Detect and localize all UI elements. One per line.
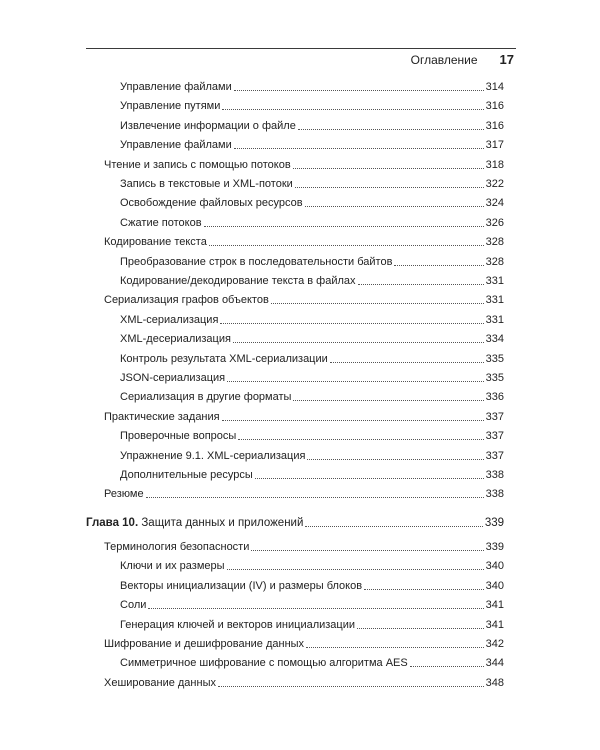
dot-leader: [255, 478, 484, 479]
toc-entry-title: JSON-сериализация: [120, 372, 226, 384]
dot-leader: [271, 303, 484, 304]
toc-entry-title: Контроль результата XML-сериализации: [120, 352, 328, 365]
dot-leader: [295, 187, 484, 188]
running-head: [411, 52, 514, 67]
toc-entry[interactable]: [120, 311, 504, 327]
toc-entry[interactable]: [120, 97, 504, 113]
toc-entry-title: Терминология безопасности: [104, 541, 250, 553]
dot-leader: [330, 362, 484, 363]
dot-leader: [146, 497, 484, 498]
dot-leader: [293, 168, 484, 169]
toc-entry[interactable]: [120, 330, 504, 346]
dot-leader: [204, 226, 484, 227]
toc-entry-page: 335: [485, 372, 504, 384]
toc-entry[interactable]: [120, 557, 504, 573]
dot-leader: [394, 265, 483, 266]
toc-entry-page: 331: [485, 275, 504, 287]
toc-entry[interactable]: [120, 369, 504, 385]
toc-entry[interactable]: [120, 447, 504, 463]
dot-leader: [218, 686, 484, 687]
dot-leader: [305, 206, 484, 207]
toc-entry[interactable]: [120, 136, 504, 152]
toc-entry-title: Преобразование строк в последовательности байтов: [120, 255, 393, 268]
toc-entry-page: 342: [485, 638, 504, 650]
dot-leader: [220, 323, 483, 324]
toc-entry[interactable]: [120, 350, 504, 366]
toc-entry-page: 341: [485, 599, 504, 612]
toc-entry-page: 335: [485, 352, 504, 365]
dot-leader: [234, 148, 484, 149]
toc-entry-page: 338: [485, 488, 504, 501]
toc-entry-title: Шифрование и дешифрование данных: [104, 638, 305, 650]
toc-entry-page: 337: [485, 430, 504, 443]
page-number: 17: [499, 52, 514, 67]
toc-entry[interactable]: [120, 466, 504, 482]
dot-leader: [293, 400, 483, 401]
dot-leader: [410, 666, 484, 667]
toc-entry-title: Генерация ключей и векторов инициализации: [120, 618, 356, 631]
toc-entry-page: 322: [485, 178, 504, 190]
toc-entry-page: 336: [485, 391, 504, 404]
toc-entry-title: Симметричное шифрование с помощью алгоритма AES: [120, 657, 408, 670]
toc-entry-page: 324: [485, 197, 504, 210]
dot-leader: [298, 129, 484, 130]
toc-entry-title: Хеширование данных: [104, 676, 216, 689]
dot-leader: [233, 342, 484, 343]
toc-entry-page: 331: [485, 313, 504, 326]
toc-entry-page: 340: [485, 579, 504, 592]
toc-entry-page: 344: [485, 657, 504, 670]
toc-entry-title: Сериализация в другие форматы: [120, 391, 292, 404]
dot-leader: [222, 420, 484, 421]
toc-entry-page: 317: [485, 139, 504, 152]
toc-entry-page: 316: [485, 119, 504, 132]
toc-entry-page: 331: [485, 294, 504, 307]
dot-leader: [234, 90, 484, 91]
dot-leader: [227, 381, 484, 382]
toc-entry-title: Соли: [120, 599, 147, 612]
toc-entry-page: 328: [485, 255, 504, 268]
toc-entry-title: Векторы инициализации (IV) и размеры блоков: [120, 579, 363, 592]
toc-entry-page: 316: [485, 100, 504, 113]
toc-entry[interactable]: [104, 674, 504, 690]
toc-entry-title: Дополнительные ресурсы: [120, 469, 253, 481]
toc-entry-title: Резюме: [104, 488, 144, 501]
dot-leader: [306, 647, 484, 648]
dot-leader: [364, 589, 484, 590]
dot-leader: [227, 569, 484, 570]
toc-entry-title: Сжатие потоков: [120, 216, 202, 229]
toc-entry[interactable]: [120, 253, 504, 269]
toc-entry-title: Проверочные вопросы: [120, 430, 237, 443]
toc-entry-page: 337: [485, 449, 504, 462]
toc-entry[interactable]: [120, 194, 504, 210]
toc-entry[interactable]: [120, 427, 504, 443]
toc-entry-title: Управление путями: [120, 100, 221, 113]
toc-entry-page: 337: [485, 410, 504, 423]
dot-leader: [251, 550, 483, 551]
toc-entry-title: XML-сериализация: [120, 313, 219, 326]
toc-chapter-entry[interactable]: [86, 514, 504, 530]
toc-entry[interactable]: [104, 408, 504, 424]
dot-leader: [148, 608, 483, 609]
toc-entry-page: 348: [485, 676, 504, 689]
toc-entry-title: Сериализация графов объектов: [104, 294, 269, 307]
toc-entry[interactable]: [104, 485, 504, 501]
toc-entry[interactable]: [104, 233, 504, 249]
toc-entry-page: 328: [485, 236, 504, 249]
toc-entry[interactable]: [120, 616, 504, 632]
toc-entry-title: Управление файлами: [120, 139, 232, 152]
dot-leader: [358, 284, 484, 285]
dot-leader: [305, 526, 482, 527]
toc-entry[interactable]: [120, 117, 504, 133]
toc-entry-title: Практические задания: [104, 410, 220, 423]
dot-leader: [307, 459, 483, 460]
toc-entry-page: 326: [485, 216, 504, 229]
toc-entry[interactable]: [120, 214, 504, 230]
toc-entry[interactable]: [120, 388, 504, 404]
toc-entry[interactable]: [104, 635, 504, 651]
toc-entry-page: 339: [484, 517, 504, 529]
toc-entry[interactable]: [120, 272, 504, 288]
section-title: Оглавление: [410, 53, 478, 67]
toc-entry-title: Извлечение информации о файле: [120, 119, 296, 132]
dot-leader: [209, 245, 484, 246]
toc-entry-title: Кодирование текста: [104, 236, 207, 249]
toc-entry-title: Кодирование/декодирование текста в файлах: [120, 275, 356, 287]
toc-entry-title: XML-десериализация: [120, 333, 231, 346]
toc-entry-page: 341: [485, 618, 504, 631]
toc-entry-page: 340: [485, 560, 504, 573]
toc-entry[interactable]: [120, 78, 504, 94]
toc-entry-title: [86, 517, 303, 530]
toc-entry-title: Освобождение файловых ресурсов: [120, 197, 303, 210]
toc-entry-page: 318: [485, 158, 504, 171]
toc-entry[interactable]: [104, 156, 504, 172]
chapter-prefix: Глава 10.: [86, 517, 139, 529]
toc-entry-title: Ключи и их размеры: [120, 560, 225, 573]
dot-leader: [222, 109, 483, 110]
toc-entry-page: 334: [485, 333, 504, 346]
toc-entry-page: 339: [485, 541, 504, 553]
toc-entry-title: Управление файлами: [120, 81, 232, 93]
dot-leader: [238, 439, 483, 440]
toc-entry[interactable]: [120, 577, 504, 593]
toc-entry[interactable]: [120, 175, 504, 191]
toc-entry-page: 314: [485, 81, 504, 93]
toc-entry-page: 338: [485, 469, 504, 481]
toc-entry[interactable]: [120, 596, 504, 612]
toc-entry-title: Запись в текстовые и XML-потоки: [120, 178, 293, 190]
header-rule: [86, 48, 516, 49]
toc-entry[interactable]: [120, 654, 504, 670]
dot-leader: [357, 628, 484, 629]
toc-entry-title: Упражнение 9.1. XML-сериализация: [120, 449, 306, 462]
toc-entry-title: Чтение и запись с помощью потоков: [104, 158, 291, 171]
toc-entry[interactable]: [104, 291, 504, 307]
toc-entry[interactable]: [104, 538, 504, 554]
chapter-title: Защита данных и приложений: [141, 517, 304, 529]
